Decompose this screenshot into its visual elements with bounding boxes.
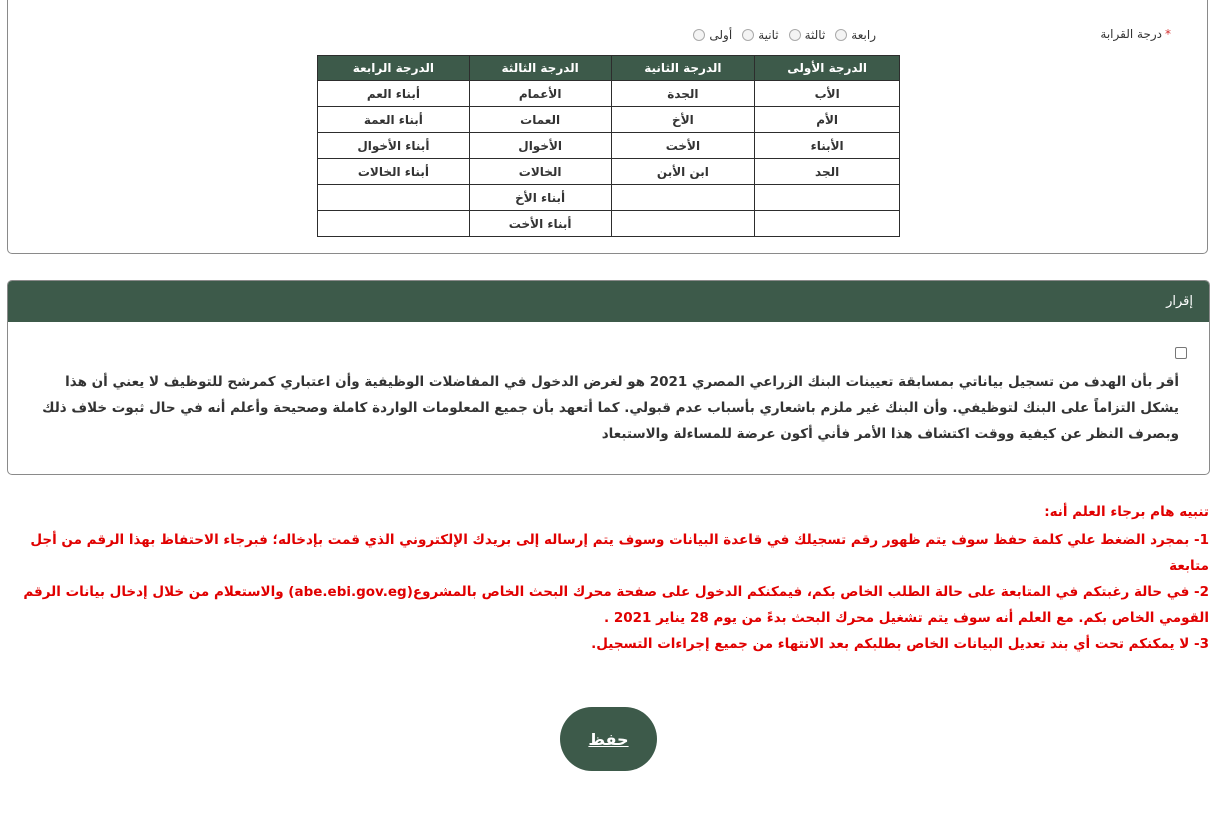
table-cell: الجدة (611, 81, 755, 107)
table-cell (755, 185, 900, 211)
table-cell: الجد (755, 159, 900, 185)
declaration-text: أقر بأن الهدف من تسجيل بياناتي بمسابقة تعيينات البنك الزراعي المصري 2021 هو لغرض الدخول في المفاضلات الوظيفية وأن اعتباري كمرشح للتوظيف لا يعني أن هذا يشكل التزاماً على البنك لتوظيفي. وأن البنك غير ملزم باشعاري بأسباب عدم قبولي. كما أتعهد بأن جميع المعلومات الواردة كاملة وصحيحة وأعلم أنه في حال ثبوت خلاف ذلك وبصرف النظر عن كيفية ووقت اكتشاف هذا الأمر فأني أكون عرضة للمساءلة والاستبعاد (42, 374, 1179, 442)
table-header-row (318, 56, 900, 81)
radio-label: أولى (709, 28, 733, 42)
column-header: الدرجة الرابعة (318, 56, 470, 81)
table-cell: أبناء العم (318, 81, 470, 107)
declaration-title: إقرار (1166, 294, 1193, 309)
column-header: الدرجة الثانية (611, 56, 755, 81)
table-cell: ابن الأبن (611, 159, 755, 185)
table-cell: أبناء الخالات (318, 159, 470, 185)
table-cell: الأم (755, 107, 900, 133)
declaration-checkbox[interactable] (1175, 347, 1187, 359)
table-cell: الأخت (611, 133, 755, 159)
required-mark: * (1165, 27, 1171, 41)
table-cell: الخالات (469, 159, 611, 185)
table-cell: أبناء العمة (318, 107, 470, 133)
column-header: الدرجة الأولى (755, 56, 900, 81)
radio-label: ثالثة (804, 28, 826, 42)
table-row (318, 211, 900, 237)
notice-section (9, 499, 1209, 657)
table-cell: العمات (469, 107, 611, 133)
table-cell: الأخوال (469, 133, 611, 159)
table-cell: الأخ (611, 107, 755, 133)
table-cell: أبناء الأخ (469, 185, 611, 211)
table-row (318, 81, 900, 107)
kinship-label (1100, 27, 1171, 41)
radio-circle-icon[interactable] (789, 29, 801, 41)
notice-item: 3- لا يمكنكم تحت أي بند تعديل البيانات الخاص بطلبكم بعد الانتهاء من جميع إجراءات التسجيل. (591, 636, 1209, 652)
kinship-radio-group (693, 28, 876, 42)
radio-label: رابعة (851, 28, 876, 42)
table-row (318, 185, 900, 211)
table-cell (755, 211, 900, 237)
table-row (318, 159, 900, 185)
table-cell: أبناء الأخوال (318, 133, 470, 159)
table-cell: الأب (755, 81, 900, 107)
table-row (318, 107, 900, 133)
column-header: الدرجة الثالثة (469, 56, 611, 81)
radio-circle-icon[interactable] (742, 29, 754, 41)
table-cell: أبناء الأخت (469, 211, 611, 237)
declaration-header (8, 281, 1209, 322)
radio-option-third[interactable] (789, 28, 826, 42)
table-row (318, 133, 900, 159)
save-button[interactable]: حفظ (560, 707, 657, 771)
table-cell: الأبناء (755, 133, 900, 159)
table-cell (611, 185, 755, 211)
table-cell: الأعمام (469, 81, 611, 107)
kinship-label-text: درجة القرابة (1100, 27, 1162, 41)
table-cell (611, 211, 755, 237)
declaration-panel (7, 280, 1210, 475)
radio-label: ثانية (758, 28, 779, 42)
notice-item: 1- بمجرد الضغط علي كلمة حفظ سوف يتم ظهور رقم تسجيلك في قاعدة البيانات وسوف يتم إرساله إلى بريدك الإلكتروني الذي قمت بإدخاله؛ فبرجاء الاحتفاظ بهذا الرقم من أجل متابعة (30, 532, 1209, 574)
table-cell (318, 211, 470, 237)
table-cell (318, 185, 470, 211)
radio-option-first[interactable] (693, 28, 732, 42)
radio-circle-icon[interactable] (693, 29, 705, 41)
kinship-table (317, 55, 900, 237)
radio-option-fourth[interactable] (835, 28, 876, 42)
radio-option-second[interactable] (742, 28, 778, 42)
notice-title: تنبيه هام برجاء العلم أنه: (1044, 504, 1209, 520)
radio-circle-icon[interactable] (835, 29, 847, 41)
notice-item: 2- في حالة رغبتكم في المتابعة على حالة الطلب الخاص بكم، فيمكنكم الدخول على صفحة محرك البحث الخاص بالمشروع(abe.ebi.gov.eg) والاستعلام من خلال إدخال بيانات الرقم القومي الخاص بكم. مع العلم أنه سوف يتم تشغيل محرك البحث بدءً من يوم 28 يناير 2021 . (23, 584, 1209, 626)
